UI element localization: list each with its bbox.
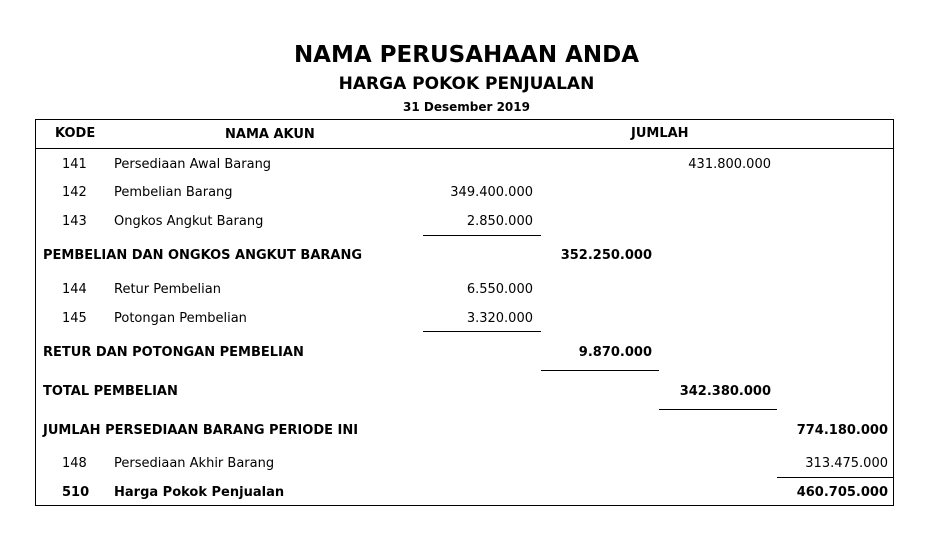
row-account-name: RETUR DAN POTONGAN PEMBELIAN <box>43 345 304 360</box>
row-amount: 9.870.000 <box>578 345 652 360</box>
report-title: HARGA POKOK PENJUALAN <box>338 74 595 94</box>
row-amount: 2.850.000 <box>466 214 533 229</box>
row-account-name: Retur Pembelian <box>114 282 221 297</box>
row-amount: 774.180.000 <box>796 423 888 438</box>
row-code: 141 <box>62 157 87 172</box>
row-account-name: Pembelian Barang <box>114 185 233 200</box>
row-account-name: Potongan Pembelian <box>114 311 247 326</box>
subtotal-underline <box>659 409 777 410</box>
row-account-name: Persediaan Akhir Barang <box>114 456 275 471</box>
row-account-name: PEMBELIAN DAN ONGKOS ANGKUT BARANG <box>43 248 363 263</box>
subtotal-underline <box>777 477 893 478</box>
row-code: 145 <box>62 311 87 326</box>
row-amount: 460.705.000 <box>796 485 888 500</box>
subtotal-underline <box>423 331 541 332</box>
header-account-name: NAMA AKUN <box>225 127 315 142</box>
row-amount: 313.475.000 <box>805 456 888 471</box>
header-divider <box>36 148 893 149</box>
row-code: 142 <box>62 185 87 200</box>
report-date: 31 Desember 2019 <box>403 100 530 114</box>
row-account-name: Ongkos Angkut Barang <box>114 214 264 229</box>
subtotal-underline <box>423 235 541 236</box>
header-code: KODE <box>55 126 96 141</box>
cogs-table <box>35 119 894 506</box>
row-code: 510 <box>62 485 90 500</box>
row-account-name: Harga Pokok Penjualan <box>114 485 285 500</box>
row-code: 143 <box>62 214 87 229</box>
row-code: 148 <box>62 456 87 471</box>
row-account-name: JUMLAH PERSEDIAAN BARANG PERIODE INI <box>43 423 359 438</box>
row-code: 144 <box>62 282 87 297</box>
row-amount: 6.550.000 <box>466 282 533 297</box>
row-account-name: TOTAL PEMBELIAN <box>43 384 178 399</box>
company-name: NAMA PERUSAHAAN ANDA <box>293 42 640 68</box>
subtotal-underline <box>541 370 659 371</box>
row-amount: 431.800.000 <box>688 157 771 172</box>
row-amount: 349.400.000 <box>450 185 533 200</box>
row-amount: 352.250.000 <box>560 248 652 263</box>
row-amount: 342.380.000 <box>679 384 771 399</box>
row-amount: 3.320.000 <box>466 311 533 326</box>
header-amount: JUMLAH <box>631 126 689 141</box>
row-account-name: Persediaan Awal Barang <box>114 157 272 172</box>
